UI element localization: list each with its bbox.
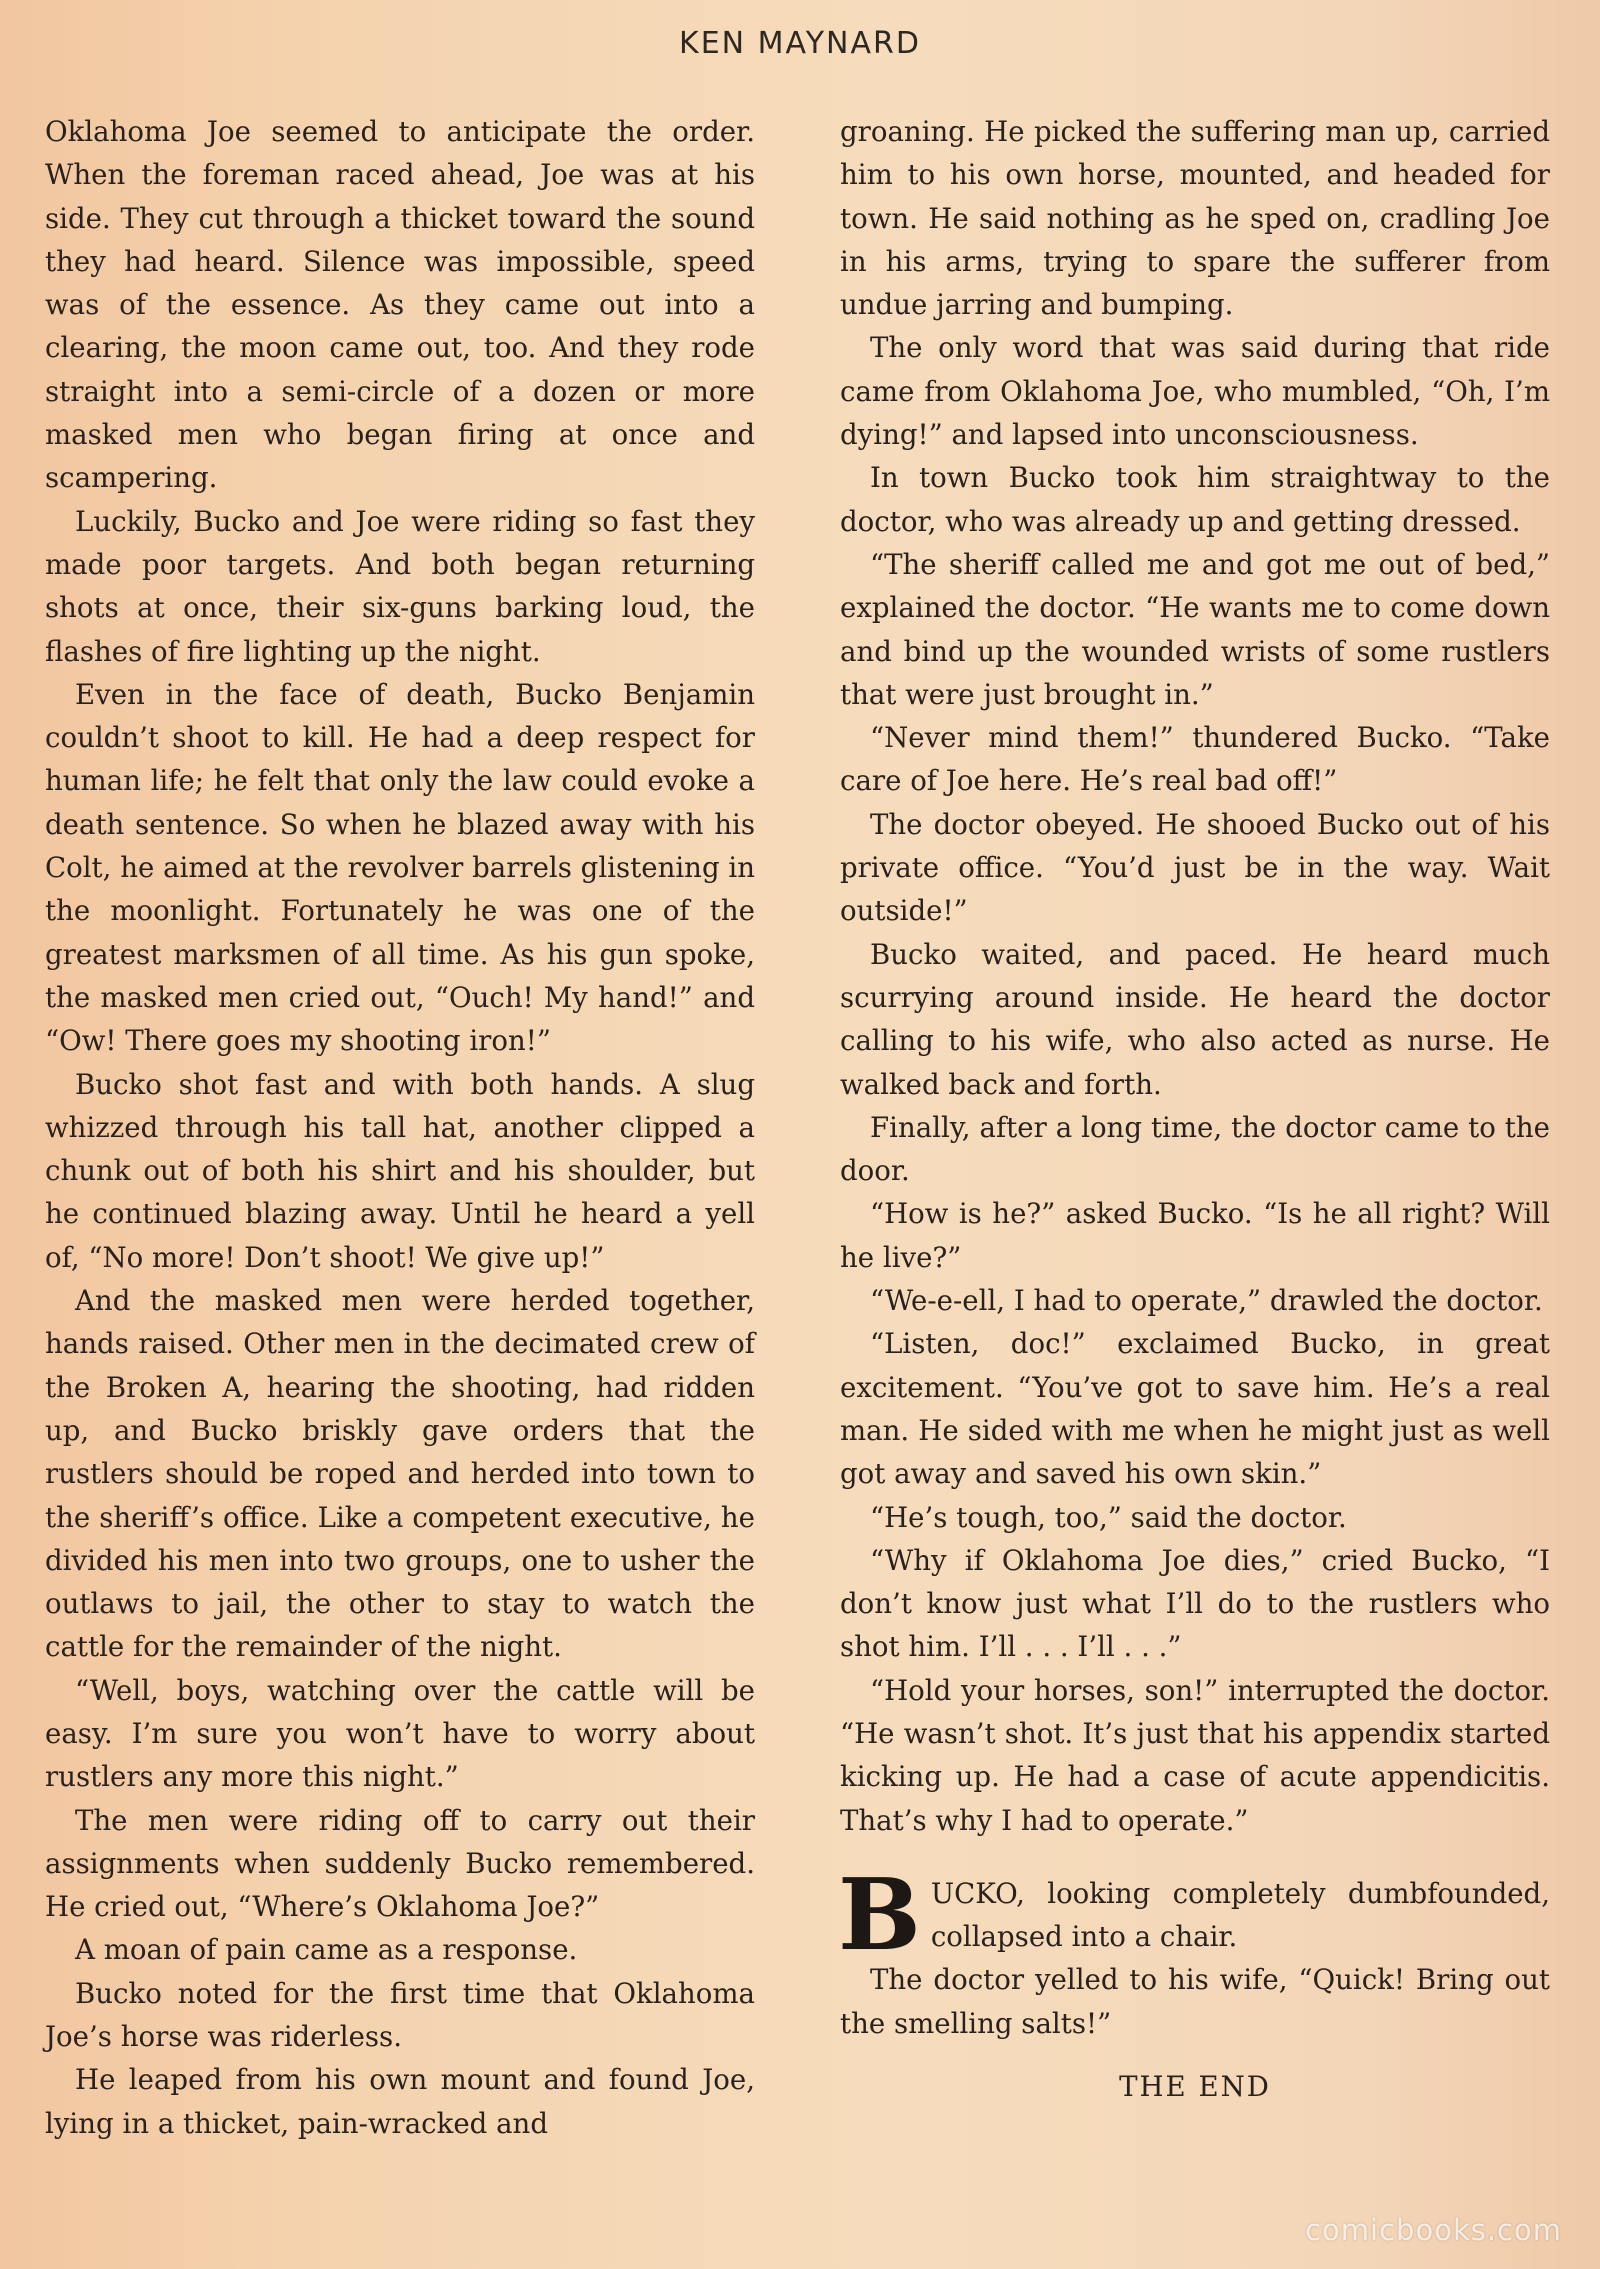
paragraph: “We-e-ell, I had to operate,” drawled the doctor. [870, 1284, 1543, 1318]
right-column [840, 110, 1550, 2108]
paragraph: The doctor yelled to his wife, “Quick! Bring out the smelling salts!” [840, 1963, 1550, 2040]
paragraph: “Hold your horses, son!” interrupted the doctor. “He wasn’t shot. It’s just that his appendix started kicking up. He had a case of acute appendicitis. That’s why I had to operate.” [840, 1673, 1550, 1837]
paragraph: In town Bucko took him straightway to the doctor, who was already up and getting dressed. [840, 461, 1550, 538]
paragraph: “Well, boys, watching over the cattle will be easy. I’m sure you won’t have to worry about rustlers any more this night.” [45, 1673, 755, 1794]
drop-cap: B [838, 1857, 921, 1973]
paragraph: “Why if Oklahoma Joe dies,” cried Bucko, “I don’t know just what I’ll do to the rustlers who shot him. I’ll . . . I’ll . . .” [840, 1543, 1550, 1664]
paragraph: “How is he?” asked Bucko. “Is he all right? Will he live?” [840, 1197, 1550, 1274]
paragraph: And the masked men were herded together, hands raised. Other men in the decimated crew of the Broken A, hearing the shooting, had ridden up, and Bucko briskly gave orders that the rustlers should be roped and herded into town to the sheriff’s office. Like a competent executive, he divided his men into two groups, one to usher the outlaws to jail, the other to stay to watch the cattle for the remainder of the night. [45, 1284, 755, 1664]
the-end-label: THE END [1119, 2070, 1271, 2104]
final-paragraph-text: UCKO, looking completely dumbfounded, collapsed into a chair. [930, 1876, 1550, 1954]
paragraph: The doctor obeyed. He shooed Bucko out of his private office. “You’d just be in the way. Wait outside!” [840, 807, 1550, 928]
paragraph: Bucko noted for the first time that Oklahoma Joe’s horse was riderless. [45, 1976, 755, 2054]
paragraph: A moan of pain came as a response. [75, 1933, 578, 1967]
paragraph: groaning. He picked the suffering man up, carried him to his own horse, mounted, and headed for town. He said nothing as he sped on, cradling Joe in his arms, trying to spare the sufferer from undue jarring and bumping. [840, 115, 1550, 322]
final-paragraph [838, 1857, 1550, 1973]
paragraph: Luckily, Bucko and Joe were riding so fast they made poor targets. And both began returning shots at once, their six-guns barking loud, the flashes of fire lighting up the night. [45, 504, 755, 668]
paragraph: Bucko shot fast and with both hands. A slug whizzed through his tall hat, another clipped a chunk out of both his shirt and his shoulder, but he continued blazing away. Until he heard a yell of, “No more! Don’t shoot! We give up!” [45, 1067, 755, 1274]
paragraph: Bucko waited, and paced. He heard much scurrying around inside. He heard the doctor calling to his wife, who also acted as nurse. He walked back and forth. [840, 937, 1550, 1101]
paragraph: Finally, after a long time, the doctor came to the door. [840, 1110, 1550, 1188]
paragraph: Even in the face of death, Bucko Benjamin couldn’t shoot to kill. He had a deep respect for human life; he felt that only the law could evoke a death sentence. So when he blazed away with his Colt, he aimed at the revolver barrels glistening in the moonlight. Fortunately he was one of the greatest marksmen of all time. As his gun spoke, the masked men cried out, “Ouch! My hand!” and “Ow! There goes my shooting iron!” [45, 677, 755, 1058]
left-column [45, 110, 755, 2145]
paragraph: The men were riding off to carry out their assignments when suddenly Bucko remembered. He cried out, “Where’s Oklahoma Joe?” [45, 1803, 755, 1924]
paragraph: He leaped from his own mount and found Joe, lying in a thicket, pain-wracked and [45, 2063, 755, 2140]
paragraph: “The sheriff called me and got me out of bed,” explained the doctor. “He wants me to come down and bind up the wounded wrists of some rustlers that were just brought in.” [840, 547, 1550, 711]
paragraph: The only word that was said during that ride came from Oklahoma Joe, who mumbled, “Oh, I’m dying!” and lapsed into unconsciousness. [840, 331, 1550, 452]
watermark: comicbooks.com [1305, 2213, 1562, 2247]
page-header: KEN MAYNARD [679, 26, 921, 61]
paragraph: Oklahoma Joe seemed to anticipate the order. When the foreman raced ahead, Joe was at his side. They cut through a thicket toward the sound they had heard. Silence was impossible, speed was of the essence. As they came out into a clearing, the moon came out, too. And they rode straight into a semi-circle of a dozen or more masked men who began firing at once and scampering. [45, 115, 755, 495]
paragraph: “Never mind them!” thundered Bucko. “Take care of Joe here. He’s real bad off!” [840, 721, 1550, 798]
paragraph: “He’s tough, too,” said the doctor. [870, 1500, 1347, 1534]
paragraph: “Listen, doc!” exclaimed Bucko, in great excitement. “You’ve got to save him. He’s a real man. He sided with me when he might just as well got away and saved his own skin.” [840, 1327, 1550, 1491]
